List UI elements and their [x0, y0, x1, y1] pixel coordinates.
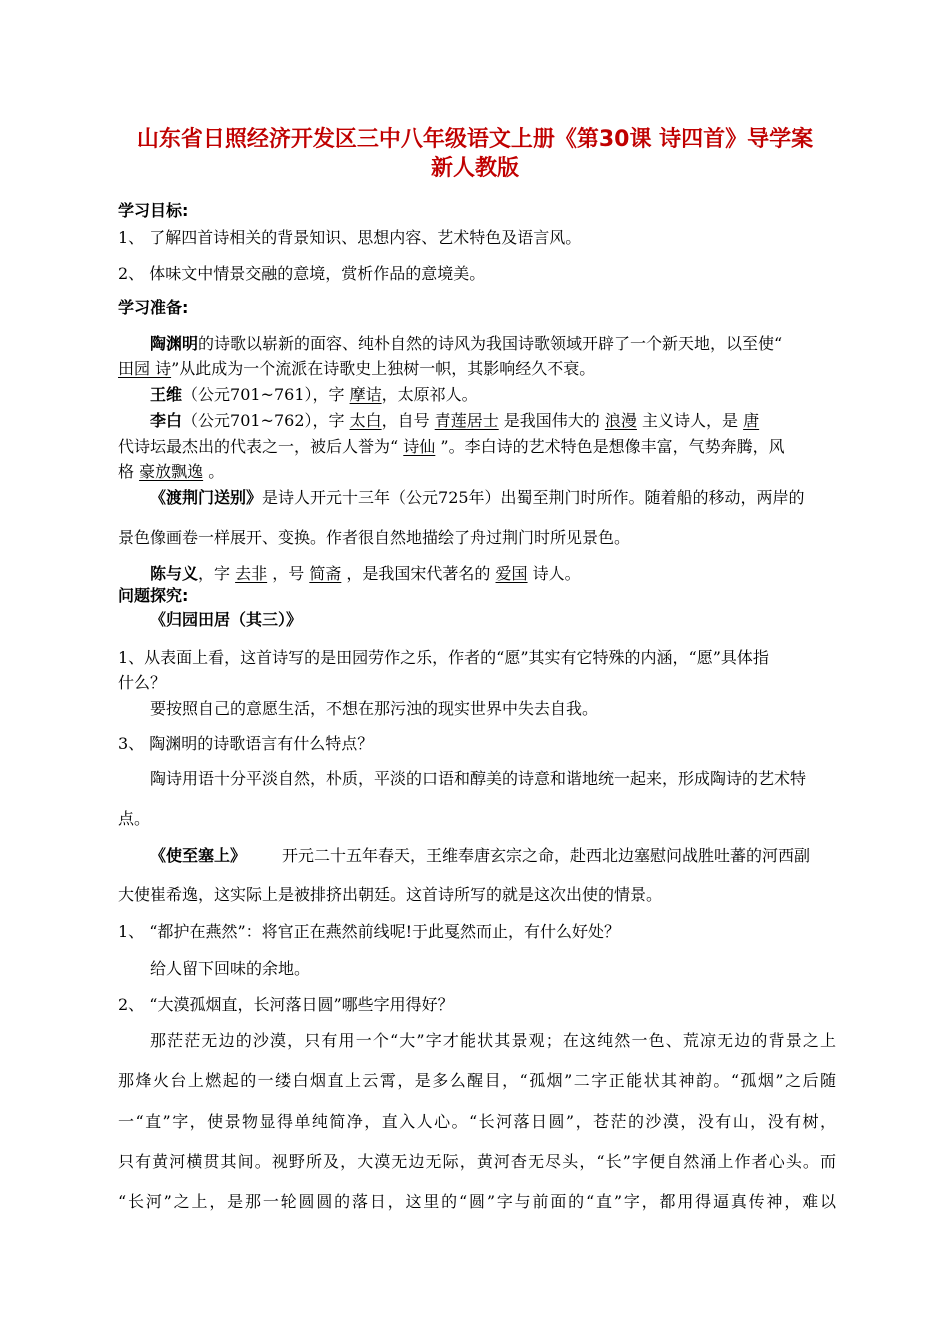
prep-dujing-line1: 《渡荆门送别》是诗人开元十三年（公元725年）出蜀至荆门时所作。随着船的移动，两岸的	[150, 488, 805, 507]
prep-wang-line: 王维（公元701~761），字 摩诘，太原祁人。	[150, 385, 478, 404]
goals-heading: 学习目标:	[118, 201, 189, 220]
prep-dujing-line2: 景色像画卷一样展开、变换。作者很自然地描绘了舟过荆门时所见景色。	[118, 528, 631, 547]
fill-blank: 简斋	[309, 564, 342, 583]
answer-paragraph-line: 那烽火台上燃起的一缕白烟直上云霄，是多么醒目，“孤烟”二字正能状其神韵。“孤烟”之后随	[118, 1071, 836, 1090]
author-name: 陈与义	[150, 564, 199, 583]
fill-blank: 浪漫	[604, 411, 637, 430]
answer-paragraph-line: “长河”之上，是那一轮圆圆的落日，这里的“圆”字与前面的“直”字，都用得逼真传神，难以	[118, 1192, 836, 1211]
fill-blank: 太白	[349, 411, 382, 430]
document-title-line2: 新人教版	[430, 156, 519, 181]
poem-intro: 开元二十五年春天，王维奉唐玄宗之命，赴西北边塞慰问战胜吐蕃的河西副	[282, 846, 811, 865]
prep-heading: 学习准备:	[118, 298, 189, 317]
prep-li-line3: 格 豪放飘逸 。	[118, 462, 225, 481]
fill-blank: 去非	[235, 564, 268, 583]
goal-item: 1、 了解四首诗相关的背景知识、思想内容、艺术特色及语言风。	[118, 228, 582, 247]
author-name: 王维	[150, 385, 183, 404]
question-text: 1、 “都护在燕然”：将官正在燕然前线呢!于此戛然而止，有什么好处？	[118, 922, 621, 941]
poem-intro: 大使崔希逸，这实际上是被排挤出朝廷。这首诗所写的就是这次出使的情景。	[118, 885, 663, 904]
document-title-line1: 山东省日照经济开发区三中八年级语文上册《第30课 诗四首》导学案	[136, 127, 814, 152]
answer-text: 要按照自己的意愿生活，不想在那污浊的现实世界中失去自我。	[150, 699, 599, 718]
answer-paragraph-line: 那茫茫无边的沙漠，只有用一个“大”字才能状其景观；在这纯然一色、荒凉无边的背景之上	[150, 1031, 836, 1050]
answer-paragraph-line: 只有黄河横贯其间。视野所及，大漠无边无际，黄河杳无尽头，“长”字便自然涌上作者心头。而	[118, 1152, 836, 1171]
prep-li-line2: 代诗坛最杰出的代表之一，被后人誉为“ 诗仙 ”。李白诗的艺术特色是想像丰富，气势奔腾，风	[118, 437, 785, 456]
goal-item: 2、 体味文中情景交融的意境，赏析作品的意境美。	[118, 264, 486, 283]
fill-blank: 诗仙	[403, 437, 436, 456]
question-text: 2、 “大漠孤烟直，长河落日圆”哪些字用得好？	[118, 995, 454, 1014]
author-name: 李白	[150, 411, 183, 430]
explore-heading: 问题探究:	[118, 586, 189, 605]
author-name: 陶渊明	[150, 334, 199, 353]
fill-blank: 唐	[743, 411, 760, 430]
answer-text: 点。	[118, 809, 151, 828]
poem-name: 《渡荆门送别》	[150, 488, 263, 507]
fill-blank: 摩诘	[349, 385, 382, 404]
answer-text: 给人留下回味的余地。	[150, 959, 311, 978]
question-text: 3、 陶渊明的诗歌语言有什么特点？	[118, 734, 374, 753]
question-text: 什么？	[118, 673, 167, 692]
question-text: 1、从表面上看，这首诗写的是田园劳作之乐，作者的“愿”其实有它特殊的内涵，“愿”具体指	[118, 648, 769, 667]
poem-title: 《使至塞上》	[150, 846, 247, 865]
poem-title: 《归园田居（其三）》	[150, 610, 303, 629]
prep-chen-line: 陈与义，字 去非 ，号 简斋 ，是我国宋代著名的 爱国 诗人。	[150, 564, 581, 583]
fill-blank: 爱国	[495, 564, 528, 583]
answer-paragraph-line: 一“直”字，使景物显得单纯简净，直入人心。“长河落日圆”，苍茫的沙漠，没有山，没有树，	[118, 1112, 836, 1131]
fill-blank: 田园 诗	[118, 359, 172, 378]
prep-tao-line2: 田园 诗”从此成为一个流派在诗歌史上独树一帜，其影响经久不衰。	[118, 359, 596, 378]
fill-blank: 豪放飘逸	[139, 462, 204, 481]
prep-li-line1: 李白（公元701~762），字 太白，自号 青莲居士 是我国伟大的 浪漫 主义诗人，是 唐	[150, 411, 760, 430]
answer-text: 陶诗用语十分平淡自然，朴质，平淡的口语和醇美的诗意和谐地统一起来，形成陶诗的艺术特	[150, 769, 807, 788]
fill-blank: 青莲居士	[434, 411, 499, 430]
prep-tao-line1: 陶渊明的诗歌以崭新的面容、纯朴自然的诗风为我国诗歌领域开辟了一个新天地，以至使“	[150, 334, 783, 353]
